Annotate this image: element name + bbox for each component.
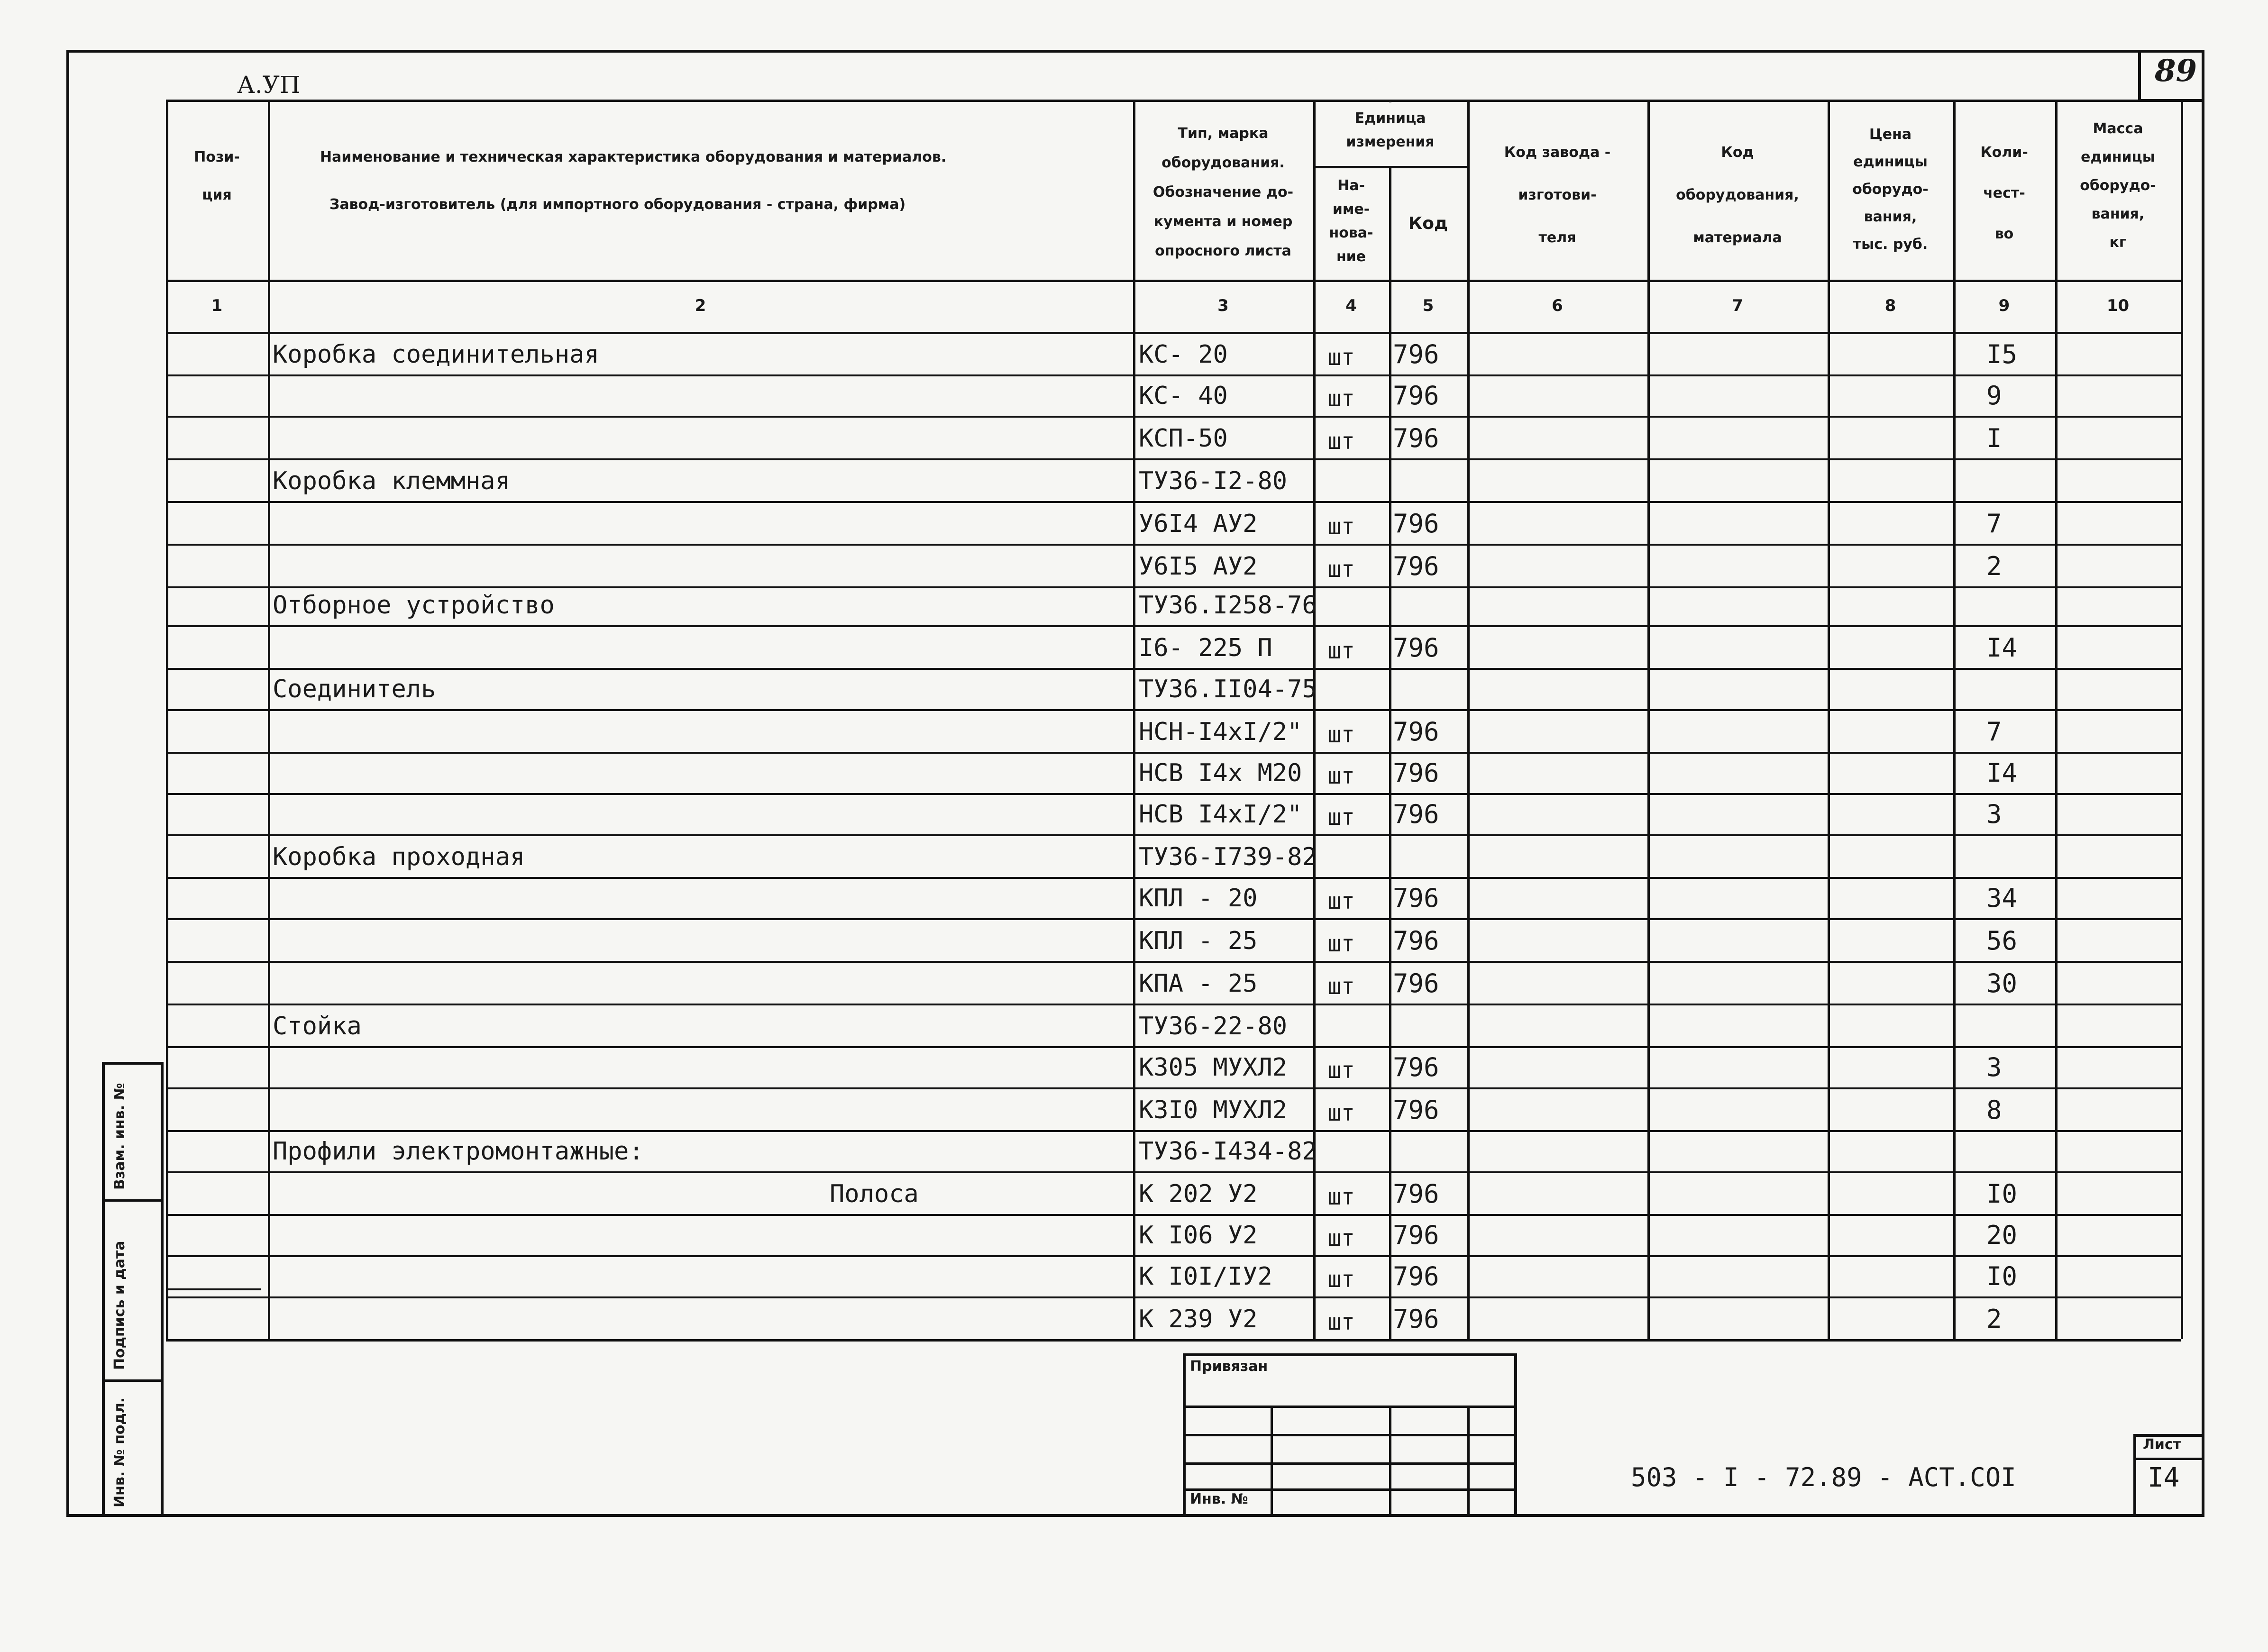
header-equipment-code-line: Код: [1721, 144, 1754, 161]
column-number: 8: [1884, 296, 1896, 315]
row-type: НСВ I4xI/2": [1139, 800, 1302, 829]
row-type: ТУ36-I2-80: [1139, 467, 1288, 495]
header-factory-code-line: Код завода -: [1504, 144, 1611, 161]
header-type-line: оборудования.: [1161, 155, 1285, 171]
row-unit: шт: [1327, 721, 1355, 748]
row-quantity: 30: [1986, 968, 2018, 998]
row-type: КС- 20: [1139, 340, 1228, 369]
row-unit-code: 796: [1393, 633, 1439, 663]
row-unit-code: 796: [1393, 968, 1439, 998]
column-number: 3: [1217, 296, 1229, 315]
column-number: 4: [1345, 296, 1357, 315]
header-unit-name-line: нова-: [1329, 225, 1373, 241]
row-quantity: 2: [1986, 1304, 2002, 1334]
row-type: К 202 У2: [1139, 1180, 1258, 1208]
row-type: К3I0 МУХЛ2: [1139, 1096, 1288, 1124]
sheet-label: Лист: [2143, 1436, 2182, 1453]
row-type: КПЛ - 20: [1139, 884, 1258, 913]
row-unit: шт: [1327, 385, 1355, 412]
header-price-line: Цена: [1869, 126, 1912, 143]
row-quantity: 3: [1986, 799, 2002, 829]
header-quantity-line: Коли-: [1980, 144, 2028, 161]
row-unit: шт: [1327, 428, 1355, 455]
row-unit-code: 796: [1393, 926, 1439, 956]
row-type: НСН-I4xI/2": [1139, 718, 1302, 746]
row-quantity: 2: [1986, 551, 2002, 581]
header-position-line: Пози-: [194, 149, 240, 165]
row-unit-code: 796: [1393, 381, 1439, 411]
header-price-line: единицы: [1853, 154, 1928, 170]
row-unit: шт: [1327, 804, 1355, 831]
row-unit-code: 796: [1393, 339, 1439, 369]
row-quantity: 3: [1986, 1052, 2002, 1082]
header-type-line: Обозначение до-: [1152, 184, 1294, 201]
row-unit: шт: [1327, 638, 1355, 664]
row-quantity: 56: [1986, 926, 2018, 956]
column-number: 7: [1732, 296, 1743, 315]
header-factory-code-line: теля: [1538, 229, 1576, 246]
header-unit-name-line: име-: [1332, 201, 1370, 218]
header-mass-line: вания,: [2091, 206, 2145, 222]
row-unit: шт: [1327, 1225, 1355, 1251]
row-unit: шт: [1327, 1100, 1355, 1126]
row-unit: шт: [1327, 763, 1355, 789]
header-name-line1: Наименование и техническая характеристика оборудования и материалов.: [320, 149, 947, 165]
row-unit-code: 796: [1393, 551, 1439, 581]
row-unit-code: 796: [1393, 1052, 1439, 1082]
row-unit: шт: [1327, 888, 1355, 914]
column-number: 6: [1552, 296, 1563, 315]
header-price-line: тыс. руб.: [1853, 236, 1928, 253]
row-unit-code: 796: [1393, 1095, 1439, 1125]
row-type: КС- 40: [1139, 382, 1228, 410]
row-type: У6I5 АУ2: [1139, 552, 1258, 581]
header-quantity-line: чест-: [1983, 185, 2025, 201]
header-unit-code: Код: [1408, 214, 1448, 233]
document-code: 503 - I - 72.89 - АСТ.СОI: [1631, 1462, 2016, 1492]
header-mass-line: Масса: [2093, 120, 2143, 137]
column-number: 9: [1998, 296, 2010, 315]
row-name: Коробка проходная: [273, 843, 525, 871]
row-name: Коробка клеммная: [273, 467, 510, 495]
row-name: Полоса: [830, 1180, 919, 1208]
header-unit-group-line: измерения: [1346, 134, 1435, 150]
column-number: 10: [2106, 296, 2130, 315]
row-quantity: I0: [1986, 1179, 2018, 1209]
header-quantity-line: во: [1994, 226, 2014, 242]
row-type: К I06 У2: [1139, 1221, 1258, 1250]
row-unit: шт: [1327, 1184, 1355, 1210]
row-type: ТУ36-I739-82: [1139, 843, 1317, 871]
row-unit-code: 796: [1393, 758, 1439, 788]
side-label-signature-date: Подпись и дата: [111, 1241, 128, 1370]
row-type: КПЛ - 25: [1139, 927, 1258, 955]
row-quantity: I5: [1986, 339, 2018, 369]
header-mass-line: оборудо-: [2080, 177, 2156, 194]
row-type: ТУ36.II04-75: [1139, 675, 1317, 703]
header-price-line: оборудо-: [1852, 181, 1929, 198]
row-name: Соединитель: [273, 675, 436, 703]
side-label-replace-inv: Взам. инв. №: [111, 1083, 128, 1190]
row-type: К 239 У2: [1139, 1305, 1258, 1333]
row-unit: шт: [1327, 344, 1355, 371]
side-label-original-inv: Инв. № подл.: [111, 1397, 128, 1507]
row-unit-code: 796: [1393, 509, 1439, 538]
row-unit-code: 796: [1393, 423, 1439, 453]
row-name: Коробка соединительная: [273, 340, 599, 369]
row-type: ТУ36.I258-76: [1139, 591, 1317, 620]
row-unit: шт: [1327, 1057, 1355, 1084]
row-unit: шт: [1327, 1266, 1355, 1293]
row-type: К305 МУХЛ2: [1139, 1053, 1288, 1082]
column-number: 1: [211, 296, 223, 315]
header-position-line: ция: [202, 187, 232, 203]
row-name: Стойка: [273, 1012, 362, 1040]
header-unit-name-line: На-: [1337, 177, 1365, 194]
header-name-line2: Завод-изготовитель (для импортного оборудования - страна, фирма): [329, 196, 906, 213]
corner-code: А.УП: [237, 71, 301, 99]
row-quantity: I0: [1986, 1261, 2018, 1291]
header-equipment-code-line: оборудования,: [1676, 187, 1799, 203]
header-price-line: вания,: [1864, 209, 1917, 225]
row-type: КПА - 25: [1139, 969, 1258, 998]
row-unit: шт: [1327, 931, 1355, 957]
row-quantity: 8: [1986, 1095, 2002, 1125]
sheet-number: 89: [2155, 53, 2197, 89]
row-type: К I0I/IУ2: [1139, 1262, 1272, 1291]
row-unit-code: 796: [1393, 717, 1439, 747]
column-number: 2: [695, 296, 706, 315]
bound-label: Привязан: [1190, 1358, 1268, 1375]
header-mass-line: единицы: [2081, 149, 2155, 165]
header-type-line: опросного листа: [1155, 243, 1291, 259]
row-unit-code: 796: [1393, 1179, 1439, 1209]
row-unit-code: 796: [1393, 1261, 1439, 1291]
row-unit-code: 796: [1393, 1304, 1439, 1334]
row-type: НСВ I4x М20: [1139, 759, 1302, 787]
row-unit-code: 796: [1393, 799, 1439, 829]
header-mass-line: кг: [2109, 234, 2127, 251]
row-quantity: 7: [1986, 717, 2002, 747]
row-type: ТУ36-22-80: [1139, 1012, 1288, 1040]
row-quantity: 9: [1986, 381, 2002, 411]
header-unit-group-line: Единица: [1354, 110, 1426, 127]
row-quantity: I4: [1986, 758, 2018, 788]
row-quantity: 7: [1986, 509, 2002, 538]
row-type: I6- 225 П: [1139, 634, 1272, 662]
row-unit: шт: [1327, 556, 1355, 583]
row-type: У6I4 АУ2: [1139, 510, 1258, 538]
row-quantity: 34: [1986, 883, 2018, 913]
row-type: ТУ36-I434-82: [1139, 1137, 1317, 1166]
row-name: Отборное устройство: [273, 591, 555, 620]
row-quantity: I: [1986, 423, 2002, 453]
row-unit-code: 796: [1393, 1220, 1439, 1250]
row-unit: шт: [1327, 513, 1355, 540]
column-number: 5: [1422, 296, 1434, 315]
row-name: Профили электромонтажные:: [273, 1137, 644, 1166]
header-equipment-code-line: материала: [1693, 229, 1782, 246]
row-unit-code: 796: [1393, 883, 1439, 913]
header-unit-name-line: ние: [1336, 248, 1366, 265]
header-type-line: кумента и номер: [1153, 213, 1293, 230]
inv-label: Инв. №: [1190, 1491, 1248, 1507]
header-type-line: Тип, марка: [1178, 125, 1269, 142]
header-factory-code-line: изготови-: [1518, 187, 1597, 203]
row-unit: шт: [1327, 1309, 1355, 1335]
row-quantity: I4: [1986, 633, 2018, 663]
row-unit: шт: [1327, 973, 1355, 1000]
row-quantity: 20: [1986, 1220, 2018, 1250]
row-type: КСП-50: [1139, 424, 1228, 453]
sheet-value: I4: [2148, 1462, 2180, 1493]
